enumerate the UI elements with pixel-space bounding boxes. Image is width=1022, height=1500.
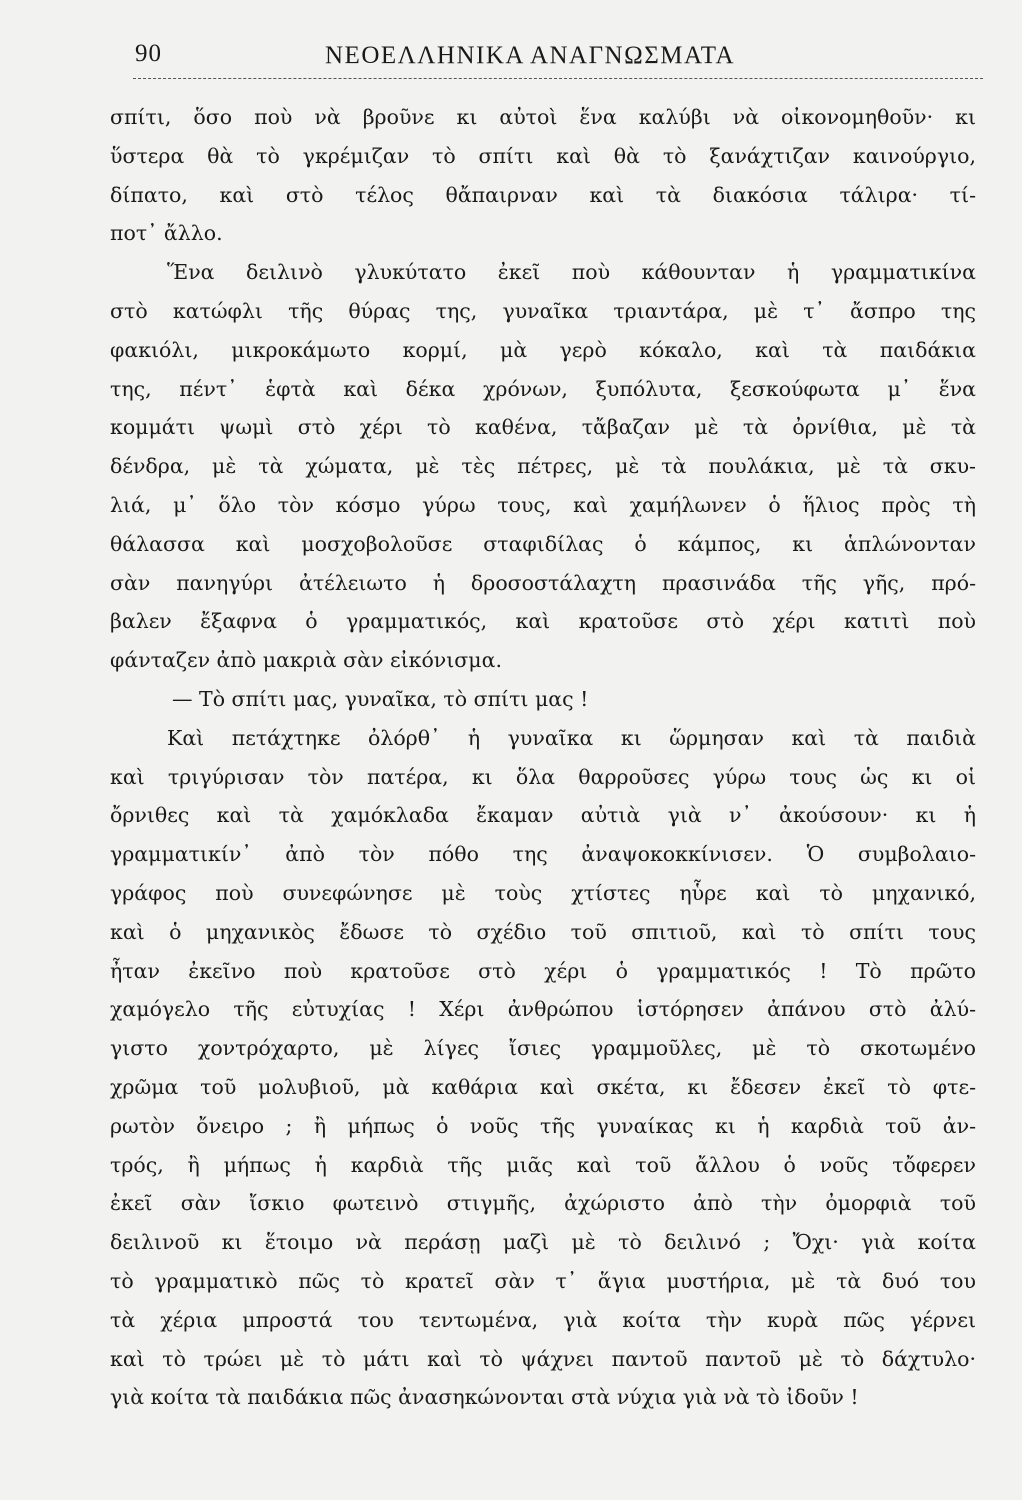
text-line: τὰ χέρια μπροστά του τεντωμένα, γιὰ κοίτα τὴν κυρὰ πῶς γέρνει xyxy=(110,1307,976,1332)
text-line: σὰν πανηγύρι ἀτέλειωτο ἡ δροσοστάλαχτη πρασινάδα τῆς γῆς, πρό- xyxy=(110,570,976,595)
text-line: γιὰ κοίτα τὰ παιδάκια πῶς ἀνασηκώνονται στὰ νύχια γιὰ νὰ τὸ ἰδοῦν ! xyxy=(110,1385,859,1410)
text-line: ὄρνιθες καὶ τὰ χαμόκλαδα ἔκαμαν αὐτιὰ γιὰ ν᾽ ἀκούσουν· κι ἡ xyxy=(110,803,976,828)
text-line: δίπατο, καὶ στὸ τέλος θἄπαιρναν καὶ τὰ διακόσια τάλιρα· τί- xyxy=(110,182,976,207)
text-line: βαλεν ἔξαφνα ὁ γραμματικός, καὶ κρατοῦσε στὸ χέρι κατιτὶ ποὺ xyxy=(110,609,976,634)
text-line: φάνταζεν ἀπὸ μακριὰ σὰν εἰκόνισμα. xyxy=(110,648,502,673)
running-title: ΝΕΟΕΛΛΗΝΙΚΑ ΑΝΑΓΝΩΣΜΑΤΑ xyxy=(325,42,736,69)
page-number: 90 xyxy=(135,40,162,67)
text-line: χρῶμα τοῦ μολυβιοῦ, μὰ καθάρια καὶ σκέτα, κι ἔδεσεν ἐκεῖ τὸ φτε- xyxy=(110,1074,976,1099)
text-line: δειλινοῦ κι ἕτοιμο νὰ περάσῃ μαζὶ μὲ τὸ δειλινό ; Ὄχι· γιὰ κοίτα xyxy=(110,1230,976,1255)
text-line: ρωτὸν ὄνειρο ; ἢ μήπως ὁ νοῦς τῆς γυναίκας κι ἡ καρδιὰ τοῦ ἀν- xyxy=(110,1113,976,1138)
text-line: ἦταν ἐκεῖνο ποὺ κρατοῦσε στὸ χέρι ὁ γραμματικός ! Τὸ πρῶτο xyxy=(110,958,976,983)
text-line: καὶ τὸ τρώει μὲ τὸ μάτι καὶ τὸ ψάχνει παντοῦ παντοῦ μὲ τὸ δάχτυλο· xyxy=(110,1346,976,1371)
text-line: χαμόγελο τῆς εὐτυχίας ! Χέρι ἀνθρώπου ἱστόρησεν ἀπάνου στὸ ἀλύ- xyxy=(110,997,976,1022)
body-text xyxy=(110,98,976,1417)
text-line: γιστο χοντρόχαρτο, μὲ λίγες ἴσιες γραμμοῦλες, μὲ τὸ σκοτωμένο xyxy=(110,1036,976,1061)
text-line: Καὶ πετάχτηκε ὀλόρθ᾽ ἡ γυναῖκα κι ὥρμησαν καὶ τὰ παιδιὰ xyxy=(167,725,976,750)
text-line: καὶ τριγύρισαν τὸν πατέρα, κι ὅλα θαρροῦσες γύρω τους ὡς κι οἱ xyxy=(110,764,976,789)
text-line: ὕστερα θὰ τὸ γκρέμιζαν τὸ σπίτι καὶ θὰ τὸ ξανάχτιζαν καινούργιο, xyxy=(110,143,976,168)
dialogue-line: — Τὸ σπίτι μας, γυναῖκα, τὸ σπίτι μας ! xyxy=(172,686,589,711)
text-line: καὶ ὁ μηχανικὸς ἔδωσε τὸ σχέδιο τοῦ σπιτιοῦ, καὶ τὸ σπίτι τους xyxy=(110,919,976,944)
text-line: τρός, ἢ μήπως ἡ καρδιὰ τῆς μιᾶς καὶ τοῦ ἄλλου ὁ νοῦς τὄφερεν xyxy=(110,1152,976,1177)
text-line: της, πέντ᾽ ἑφτὰ καὶ δέκα χρόνων, ξυπόλυτα, ξεσκούφωτα μ᾽ ἕνα xyxy=(110,376,976,401)
text-line: φακιόλι, μικροκάμωτο κορμί, μὰ γερὸ κόκαλο, καὶ τὰ παιδάκια xyxy=(110,337,976,362)
text-line: ἐκεῖ σὰν ἴσκιο φωτεινὸ στιγμῆς, ἀχώριστο ἀπὸ τὴν ὀμορφιὰ τοῦ xyxy=(110,1191,976,1216)
text-line: γραμματικίν᾽ ἀπὸ τὸν πόθο της ἀναψοκοκκίνισεν. Ὁ συμβολαιο- xyxy=(110,842,976,867)
text-line: θάλασσα καὶ μοσχοβολοῦσε σταφιδίλας ὁ κάμπος, κι ἁπλώνονταν xyxy=(110,531,976,556)
text-line: λιά, μ᾽ ὅλο τὸν κόσμο γύρω τους, καὶ χαμήλωνεν ὁ ἥλιος πρὸς τὴ xyxy=(110,492,976,517)
text-line: στὸ κατώφλι τῆς θύρας της, γυναῖκα τριαντάρα, μὲ τ᾽ ἄσπρο της xyxy=(110,298,976,323)
text-line: σπίτι, ὅσο ποὺ νὰ βροῦνε κι αὐτοὶ ἕνα καλύβι νὰ οἰκονομηθοῦν· κι xyxy=(110,105,976,129)
text-line: Ἕνα δειλινὸ γλυκύτατο ἐκεῖ ποὺ κάθουνταν ἡ γραμματικίνα xyxy=(167,260,976,285)
page-header xyxy=(135,40,982,80)
text-line: κομμάτι ψωμὶ στὸ χέρι τὸ καθένα, τἄβαζαν μὲ τὰ ὀρνίθια, μὲ τὰ xyxy=(110,415,976,440)
text-line: ποτ᾽ ἄλλο. xyxy=(110,221,223,246)
text-line: δένδρα, μὲ τὰ χώματα, μὲ τὲς πέτρες, μὲ τὰ πουλάκια, μὲ τὰ σκυ- xyxy=(110,454,976,479)
header-divider xyxy=(133,78,983,79)
text-line: γράφος ποὺ συνεφώνησε μὲ τοὺς χτίστες ηὗρε καὶ τὸ μηχανικό, xyxy=(110,880,976,905)
text-line: τὸ γραμματικὸ πῶς τὸ κρατεῖ σὰν τ᾽ ἅγια μυστήρια, μὲ τὰ δυό του xyxy=(110,1268,976,1293)
